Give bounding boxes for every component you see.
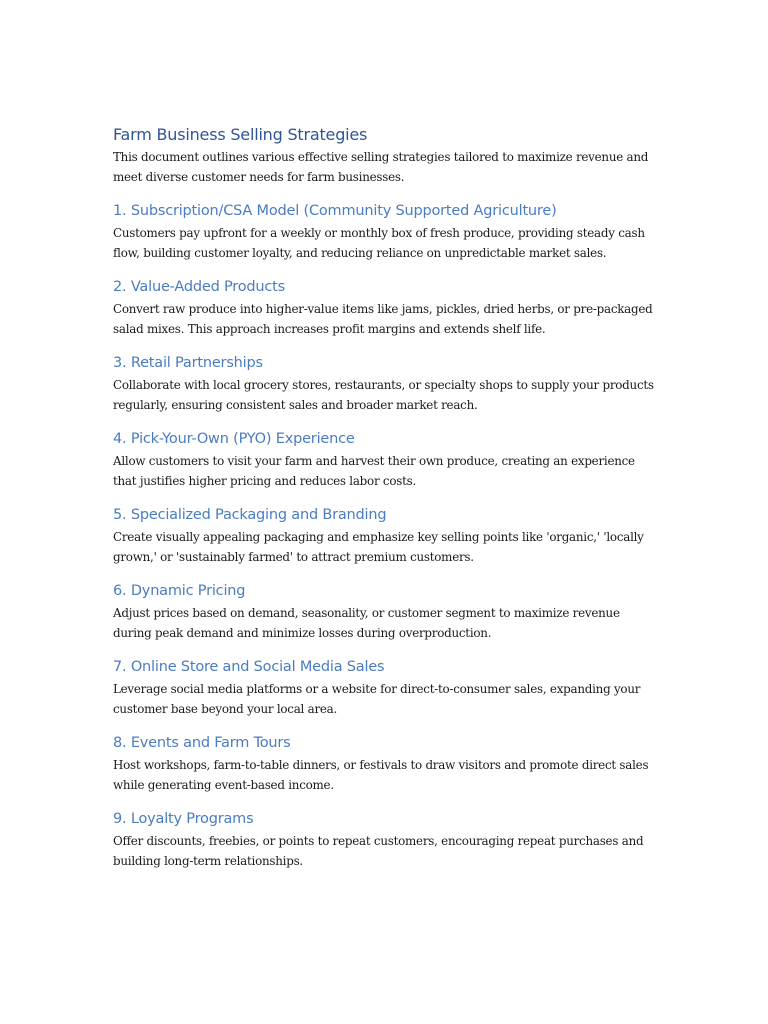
section-body: Allow customers to visit your farm and harvest their own produce, creating an experience that justifies higher pricing and reduces labor costs. (113, 454, 635, 488)
section-heading: 5. Specialized Packaging and Branding (113, 507, 387, 523)
document-page (113, 124, 658, 871)
section-dynamic-pricing (113, 581, 658, 643)
section-body: Leverage social media platforms or a website for direct-to-consumer sales, expanding your customer base beyond your local area. (113, 682, 641, 716)
section-body: Offer discounts, freebies, or points to repeat customers, encouraging repeat purchases and building long-term relationships. (113, 834, 644, 868)
section-heading: 8. Events and Farm Tours (113, 735, 291, 751)
section-retail-partnerships (113, 353, 658, 415)
section-heading: 2. Value-Added Products (113, 279, 285, 295)
section-heading: 6. Dynamic Pricing (113, 583, 246, 599)
section-heading: 3. Retail Partnerships (113, 355, 263, 371)
section-body: Create visually appealing packaging and emphasize key selling points like 'organic,' 'locally grown,' or 'sustainably farmed' to attract premium customers. (113, 530, 644, 564)
section-heading: 7. Online Store and Social Media Sales (113, 659, 385, 675)
section-subscription-csa (113, 201, 658, 263)
document-intro: This document outlines various effective selling strategies tailored to maximize revenue and meet diverse customer needs for farm businesses. (113, 150, 649, 184)
section-body: Adjust prices based on demand, seasonality, or customer segment to maximize revenue during peak demand and minimize losses during overproduction. (113, 606, 620, 640)
section-events-farm-tours (113, 733, 658, 795)
section-online-store-social (113, 657, 658, 719)
section-loyalty-programs (113, 809, 658, 871)
section-body: Convert raw produce into higher-value items like jams, pickles, dried herbs, or pre-packaged salad mixes. This approach increases profit margins and extends shelf life. (113, 302, 653, 336)
section-body: Collaborate with local grocery stores, restaurants, or specialty shops to supply your products regularly, ensuring consistent sales and broader market reach. (113, 378, 654, 412)
section-body: Host workshops, farm-to-table dinners, or festivals to draw visitors and promote direct sales while generating event-based income. (113, 758, 649, 792)
section-heading: 1. Subscription/CSA Model (Community Supported Agriculture) (113, 203, 557, 219)
section-value-added-products (113, 277, 658, 339)
section-heading: 4. Pick-Your-Own (PYO) Experience (113, 431, 355, 447)
document-title: Farm Business Selling Strategies (113, 125, 368, 144)
section-pick-your-own (113, 429, 658, 491)
section-heading: 9. Loyalty Programs (113, 811, 254, 827)
section-packaging-branding (113, 505, 658, 567)
section-body: Customers pay upfront for a weekly or monthly box of fresh produce, providing steady cash flow, building customer loyalty, and reducing reliance on unpredictable market sales. (113, 226, 645, 260)
